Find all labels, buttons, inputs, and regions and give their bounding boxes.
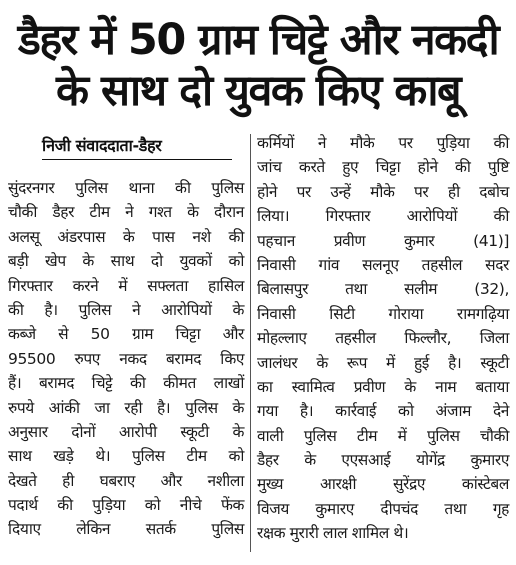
text-line: जांच करते हुए चिट्टा होने की पुष्टि — [257, 158, 509, 177]
text-line: कब्जे से 50 ग्राम चिट्टा और — [8, 325, 244, 344]
text-line: देखते ही घबराए और नशीला — [8, 471, 244, 490]
text-line: हैं। बरामद चिट्टे की कीमत लाखों — [8, 374, 244, 393]
text-line: बिलासपुर तथा सलीम (32), — [257, 280, 509, 299]
text-line: विजय कुमारए दीपचंद तथा गृह — [257, 499, 509, 518]
text-line: दियाए लेकिन सतर्क पुलिस — [8, 520, 244, 539]
text-line: साथ खड़े थे। पुलिस टीम को — [8, 447, 244, 466]
article-column-left — [8, 176, 244, 542]
byline-underline — [42, 159, 232, 160]
text-line: गिरफ्तार करने में सफ्लता हासिल — [8, 276, 244, 295]
text-line: सुंदरनगर पुलिस थाना की पुलिस — [8, 179, 244, 197]
text-line: अलसू अंडरपास के पास नशे की — [8, 227, 244, 246]
text-line: की है। पुलिस ने आरोपियों के — [8, 300, 244, 319]
text-line: जालंधर के रूप में हुई है। स्कूटी — [257, 353, 509, 372]
text-line: 95500 रुपए नकद बरामद किए — [8, 349, 244, 368]
text-line: पदार्थ की पुड़िया को नीचे फेंक — [8, 496, 244, 515]
headline-line-2: के साथ दो युवक किए काबू — [55, 66, 461, 116]
text-line: मोहल्लाए तहसील फिल्लौर, जिला — [257, 329, 509, 348]
column-divider — [250, 134, 251, 552]
text-line: निवासी गांव सलनूए तहसील सदर — [257, 255, 509, 274]
byline: निजी संवाददाता-डैहर — [42, 136, 162, 155]
text-line: होने पर उन्हें मौके पर ही दबोच — [257, 182, 509, 201]
text-line: वाली पुलिस टीम में पुलिस चौकी — [257, 426, 509, 445]
text-line: लिया। गिरफ्तार आरोपियों की — [257, 207, 509, 226]
text-line: रुपये आंकी जा रही है। पुलिस के — [8, 398, 244, 417]
text-line: गया है। कार्रवाई को अंजाम देने — [257, 402, 509, 421]
text-line: का स्वामित्व प्रवीण के नाम बताया — [257, 377, 509, 396]
text-line: डैहर के एएसआई योगेंद्र कुमारए — [257, 451, 509, 470]
article-column-right — [257, 131, 509, 546]
text-line: निवासी सिटी गोराया रामगढ़िया — [257, 304, 509, 323]
headline-line-1: डैहर में 50 ग्राम चिट्टे और नकदी — [17, 15, 499, 65]
byline-block — [42, 134, 238, 160]
text-line: रक्षक मुरारी लाल शामिल थे। — [257, 524, 409, 543]
text-line: मुख्य आरक्षी सुरेंद्रए कांस्टेबल — [257, 475, 509, 494]
text-line: कर्मियों ने मौके पर पुड़िया की — [257, 134, 509, 152]
text-line: चौकी डैहर टीम ने गश्त के दौरान — [8, 203, 244, 222]
text-line: अनुसार दोनों आरोपी स्कूटी के — [8, 422, 244, 441]
text-line: पहचान प्रवीण कुमार (41)] — [257, 231, 509, 250]
text-line: बड़ी खेप के साथ दो युवकों को — [8, 252, 244, 271]
